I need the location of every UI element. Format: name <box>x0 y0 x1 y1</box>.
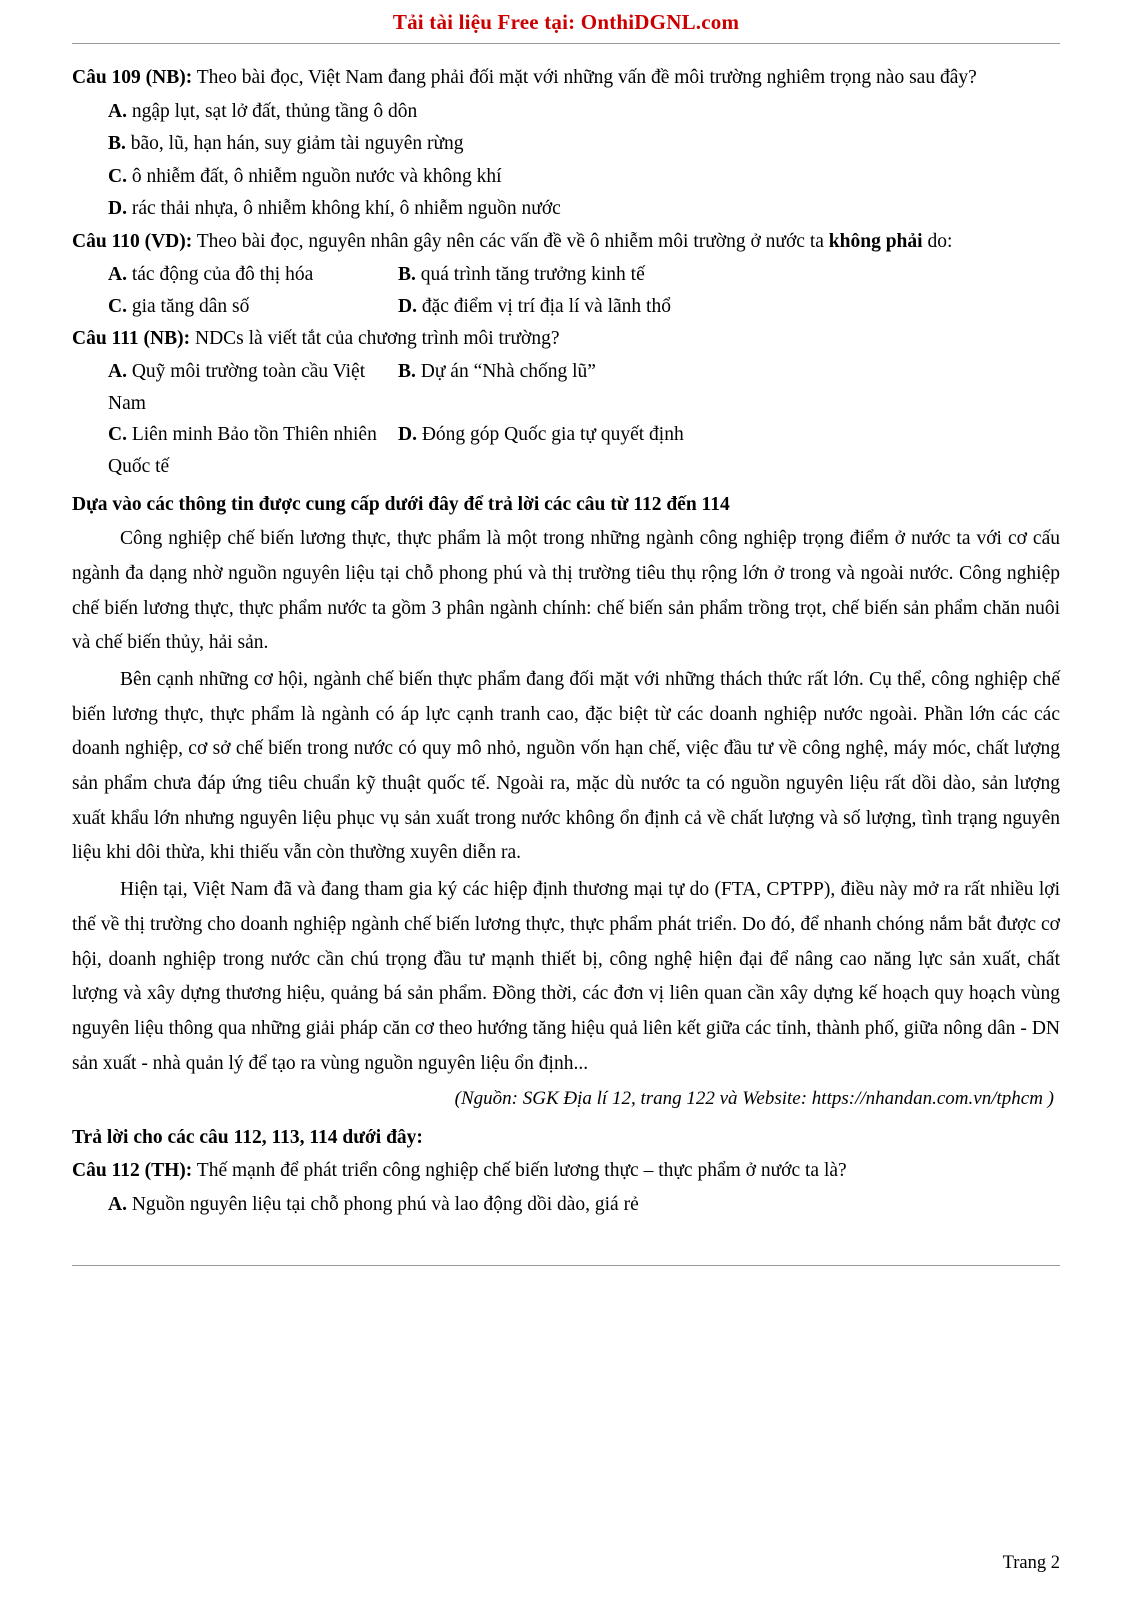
question-112-text: Thế mạnh để phát triển công nghiệp chế biến lương thực – thực phẩm ở nước ta là? <box>192 1160 847 1182</box>
question-109-label: Câu 109 (NB): <box>72 67 193 88</box>
option-a-text: tác động của đô thị hóa <box>126 264 314 286</box>
question-110-tail: do: <box>922 230 953 252</box>
question-111-option-c[interactable] <box>108 419 398 482</box>
question-111-option-d[interactable] <box>398 419 1060 482</box>
option-d-text: đặc điểm vị trí địa lí và lãnh thổ <box>416 296 671 318</box>
option-c-text: Liên minh Bảo tồn Thiên nhiên Quốc tế <box>108 424 377 477</box>
question-111-option-b[interactable] <box>398 356 1060 419</box>
option-d-label: D. <box>398 296 417 318</box>
question-112-label: Câu 112 (TH): <box>72 1160 193 1182</box>
option-a-label: A. <box>108 1193 127 1215</box>
option-b-text: bão, lũ, hạn hán, suy giảm tài nguyên rừng <box>125 133 464 155</box>
question-109-option-a[interactable] <box>72 96 1060 128</box>
question-110-option-b[interactable] <box>398 259 1060 291</box>
option-d-label: D. <box>108 198 127 220</box>
passage-paragraph-2: Bên cạnh những cơ hội, ngành chế biến thực phẩm đang đối mặt với những thách thức rất lớn. Cụ thể, công nghiệp chế biến lương thực, thực phẩm là ngành có áp lực cạnh tranh cao, đặc biệt từ các doanh nghiệp nước ngoài. Phần lớn các các doanh nghiệp, cơ sở chế biến trong nước có quy mô nhỏ, nguồn vốn hạn chế, việc đầu tư về công nghệ, máy móc, chất lượng sản phẩm chưa đáp ứng tiêu chuẩn kỹ thuật quốc tế. Ngoài ra, mặc dù nước ta có nguồn nguyên liệu rất dồi dào, sản lượng xuất khẩu lớn nhưng nguyên liệu phục vụ sản xuất trong nước không ổn định cả về chất lượng và số lượng, tình trạng nguyên liệu khi dôi thừa, khi thiếu vẫn còn thường xuyên diễn ra. <box>72 668 1060 864</box>
question-109-stem <box>72 62 1060 94</box>
question-110-options-row-1 <box>72 259 1060 291</box>
question-110-options-row-2 <box>72 291 1060 323</box>
footer-divider <box>72 1265 1060 1266</box>
passage-paragraph-3: Hiện tại, Việt Nam đã và đang tham gia ký các hiệp định thương mại tự do (FTA, CPTPP), điều này mở ra rất nhiều lợi thế về thị trường cho doanh nghiệp ngành chế biến lương thực, thực phẩm phát triển. Do đó, để nhanh chóng nắm bắt được cơ hội, doanh nghiệp trong nước cần chú trọng đầu tư mạnh thiết bị, công nghệ hiện đại để nâng cao năng lực sản xuất, chất lượng và xây dựng thương hiệu, quảng bá sản phẩm. Đồng thời, các đơn vị liên quan cần xây dựng kế hoạch quy hoạch vùng nguyên liệu thông qua những giải pháp căn cơ theo hướng tăng hiệu quả liên kết giữa các tỉnh, thành phố, giữa nông dân - DN sản xuất - nhà quản lý để tạo ra vùng nguồn nguyên liệu ổn định... <box>72 879 1060 1074</box>
bottom-spacer <box>72 1221 1060 1225</box>
option-b-label: B. <box>398 264 416 286</box>
question-111-stem <box>72 323 1060 355</box>
option-a-text: Quỹ môi trường toàn cầu Việt Nam <box>108 361 366 414</box>
question-112-stem <box>72 1155 1060 1187</box>
question-109-option-b[interactable] <box>72 128 1060 160</box>
question-110-label: Câu 110 (VD): <box>72 230 193 252</box>
page-footer <box>72 1553 1060 1574</box>
passage-paragraph-1: Công nghiệp chế biến lương thực, thực phẩm là một trong những ngành công nghiệp trọng điểm ở nước ta với cơ cấu ngành đa dạng nhờ nguồn nguyên liệu tại chỗ phong phú và thị trường tiêu thụ rộng lớn ở trong và ngoài nước. Công nghiệp chế biến lương thực, thực phẩm nước ta gồm 3 phân ngành chính: chế biến sản phẩm trồng trọt, chế biến sản phẩm chăn nuôi và chế biến thủy, hải sản. <box>72 528 1060 654</box>
option-c-text: gia tăng dân số <box>126 296 250 318</box>
page-number-label: Trang 2 <box>1002 1553 1060 1573</box>
passage-instruction-heading: Dựa vào các thông tin được cung cấp dưới đây để trả lời các câu từ 112 đến 114 <box>72 493 730 515</box>
answer-instruction-heading: Trả lời cho các câu 112, 113, 114 dưới đây: <box>72 1126 423 1148</box>
question-109-option-c[interactable] <box>72 161 1060 193</box>
option-c-label: C. <box>108 296 127 318</box>
watermark-banner: Tải tài liệu Free tại: OnthiDGNL.com <box>392 10 740 34</box>
option-a-text: Nguồn nguyên liệu tại chỗ phong phú và lao động dồi dào, giá rẻ <box>126 1193 639 1215</box>
option-a-label: A. <box>108 361 127 383</box>
question-111-option-a[interactable] <box>108 356 398 419</box>
option-b-label: B. <box>398 361 416 383</box>
question-110-stem <box>72 226 1060 258</box>
question-109-text: Theo bài đọc, Việt Nam đang phải đối mặt với những vấn đề môi trường nghiêm trọng nào sau đây? <box>192 67 977 88</box>
header-divider <box>72 43 1060 44</box>
option-a-label: A. <box>108 100 127 122</box>
passage-source-citation: (Nguồn: SGK Địa lí 12, trang 122 và Website: https://nhandan.com.vn/tphcm ) <box>454 1088 1054 1110</box>
question-111-options-row-1 <box>72 356 1060 419</box>
option-d-text: rác thải nhựa, ô nhiễm không khí, ô nhiễm nguồn nước <box>126 198 561 220</box>
question-110-option-d[interactable] <box>398 291 1060 323</box>
option-b-label: B. <box>108 133 126 155</box>
option-b-text: quá trình tăng trưởng kinh tế <box>415 264 645 286</box>
option-c-text: ô nhiễm đất, ô nhiễm nguồn nước và không khí <box>126 165 502 187</box>
option-b-text: Dự án “Nhà chống lũ” <box>415 361 596 383</box>
question-109-option-d[interactable] <box>72 193 1060 225</box>
question-111-label: Câu 111 (NB): <box>72 327 191 349</box>
option-a-label: A. <box>108 264 127 286</box>
question-110-option-c[interactable] <box>108 291 398 323</box>
question-111-options-row-2 <box>72 419 1060 482</box>
option-c-label: C. <box>108 165 127 187</box>
question-110-emphasis: không phải <box>828 230 923 252</box>
option-c-label: C. <box>108 424 127 446</box>
question-110-option-a[interactable] <box>108 259 398 291</box>
question-111-text: NDCs là viết tắt của chương trình môi trường? <box>190 327 560 349</box>
option-d-label: D. <box>398 424 417 446</box>
option-a-text: ngập lụt, sạt lở đất, thủng tầng ô dôn <box>126 100 418 122</box>
option-d-text: Đóng góp Quốc gia tự quyết định <box>416 424 684 446</box>
question-110-text: Theo bài đọc, nguyên nhân gây nên các vấn đề về ô nhiễm môi trường ở nước ta <box>192 230 829 252</box>
question-112-option-a[interactable] <box>72 1189 1060 1221</box>
